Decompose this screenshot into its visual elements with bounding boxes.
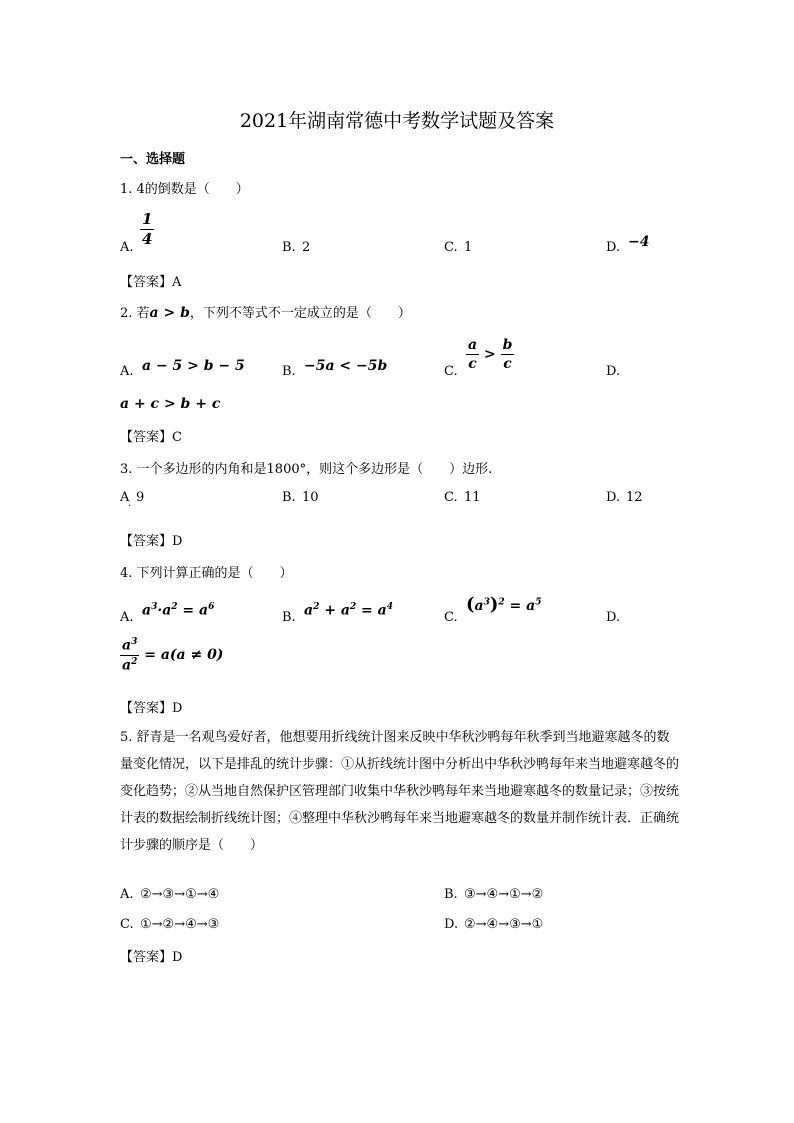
q4-option-c-formula: $(a^3)^2 = a^5$ [466, 594, 542, 615]
q5-option-d: ②→④→③→① [464, 917, 544, 932]
q4-option-d-formula: $\frac{a^3}{a^2}$ = a(a ≠ 0) [122, 637, 224, 674]
q3-option-d: 12 [626, 490, 643, 505]
q5-option-d-label: D. [444, 917, 459, 932]
q5-option-b: ③→④→①→② [464, 887, 544, 902]
q3-option-c-label: C. [444, 490, 458, 505]
q4-option-a-formula: $a^3\cdot a^2 = a^6$ [142, 602, 215, 619]
q3-answer: 【答案】D [120, 534, 183, 549]
q3-option-b-label: B. [282, 490, 296, 505]
q3-option-a-label: A [120, 490, 130, 505]
q1-stem: 1. 4的倒数是（ ） [120, 182, 249, 197]
q1-option-b-label: B. [282, 240, 296, 255]
section-heading: 一、选择题 [120, 152, 186, 167]
q2-option-c-label: C. [444, 364, 458, 379]
q1-option-d: −4 [628, 234, 650, 250]
q1-answer: 【答案】A [120, 275, 182, 290]
q3-option-d-label: D. [606, 490, 621, 505]
q2-answer: 【答案】C [120, 430, 182, 445]
q3-option-a: 9 [136, 490, 145, 505]
q5-option-c-label: C. [120, 917, 134, 932]
q1-option-a-fraction: $\frac{1}{4}$ [142, 210, 153, 248]
q5-option-a-label: A. [120, 887, 134, 902]
q3-option-b: 10 [302, 490, 319, 505]
q2-option-c: $\frac{a}{c}$ > $\frac{b}{c}$ [468, 337, 513, 372]
q5-option-b-label: B. [444, 887, 458, 902]
q2-option-b-label: B. [282, 364, 296, 379]
q4-answer: 【答案】D [120, 701, 183, 716]
q1-option-b: 2 [302, 240, 311, 255]
q4-option-b-label: B. [282, 610, 296, 625]
q3-stem: 3. 一个多边形的内角和是1800°，则这个多边形是（ ）边形. [120, 462, 493, 477]
q1-option-c: 1 [464, 240, 473, 255]
q3-option-c: 11 [464, 490, 481, 505]
q2-option-a: a − 5 > b − 5 [142, 358, 245, 374]
q4-option-b-formula: $a^2 + a^2 = a^4$ [304, 602, 393, 619]
q5-option-c: ①→②→④→③ [140, 917, 220, 932]
q1-option-a-label: A. [120, 240, 134, 255]
q5-option-a: ②→③→①→④ [140, 887, 220, 902]
q2-option-b: −5a < −5b [304, 358, 388, 374]
q1-option-c-label: C. [444, 240, 458, 255]
q4-option-d-label: D. [606, 610, 621, 625]
q2-option-d: a + c > b + c [120, 396, 221, 412]
page-title: 2021年湖南常德中考数学试题及答案 [239, 110, 555, 132]
q3-option-a-dot: . [128, 498, 132, 509]
q4-stem: 4. 下列计算正确的是（ ） [120, 566, 293, 581]
q5-stem: 5. 舒青是一名观鸟爱好者，他想要用折线统计图来反映中华秋沙鸭每年秋季到当地避寒越冬的数量变化情况，以下是排乱的统计步骤：①从折线统计图中分析出中华秋沙鸭每年来当地避寒越冬的变化趋势；②从当地自然保护区管理部门收集中华秋沙鸭每年来当地避寒越冬的数量记录；③按统计表的数据绘制折线统计图；④整理中华秋沙鸭每年来当地避寒越冬的数量并制作统计表．正确统计步骤的顺序是（ ） [120, 730, 680, 853]
q4-option-c-label: C. [444, 610, 458, 625]
q5-answer: 【答案】D [120, 950, 183, 965]
q2-option-a-label: A. [120, 364, 134, 379]
q4-option-a-label: A. [120, 610, 134, 625]
q1-option-d-label: D. [606, 240, 621, 255]
q2-stem: 2. 若a > b，下列不等式不一定成立的是（ ） [120, 305, 411, 321]
q2-option-d-label: D. [606, 364, 621, 379]
